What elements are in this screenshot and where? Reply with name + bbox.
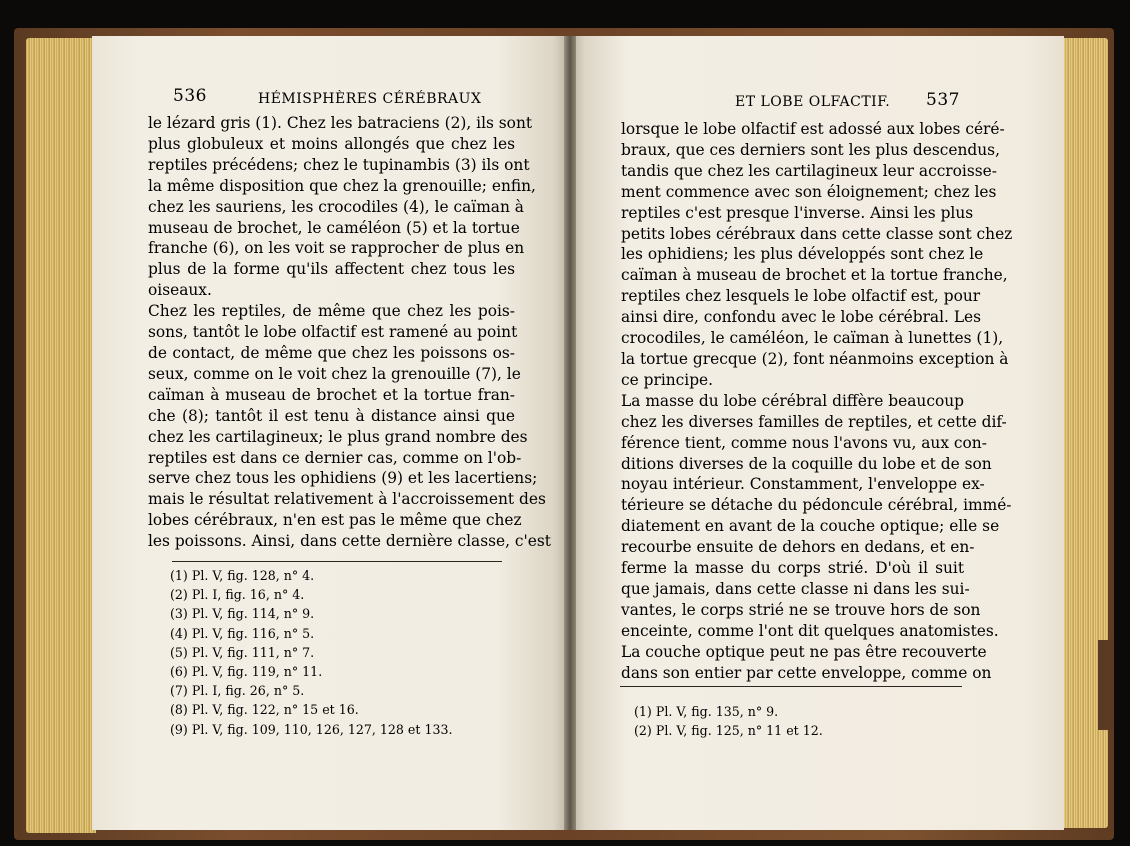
text-line: mais le résultat relativement à l'accroissement des (148, 490, 546, 509)
text-line: lorsque le lobe olfactif est adossé aux lobes céré- (621, 120, 1005, 138)
text-line: dans son entier par cette enveloppe, comme on (621, 663, 992, 682)
text-line: térieure se détache du pédoncule cérébral, immé- (621, 496, 1012, 515)
text-line: plus de la forme qu'ils affectent chez tous les (148, 260, 515, 279)
text-line: crocodiles, le caméléon, le caïman à lunettes (1), (621, 329, 1004, 348)
text-line: reptiles précédens; chez le tupinambis (3) ils ont (148, 155, 530, 174)
footnote: (3) Pl. V, fig. 114, n° 9. (170, 606, 315, 622)
text-line: tandis que chez les cartilagineux leur accroisse- (621, 161, 997, 180)
page-edges-left (26, 38, 96, 833)
right-page-number: 537 (926, 90, 960, 110)
text-line: de contact, de même que chez les poissons os- (148, 343, 515, 362)
text-line: ment commence avec son éloignement; chez les (621, 182, 997, 201)
footnote: (6) Pl. V, fig. 119, n° 11. (170, 664, 323, 680)
text-line: ferme la masse du corps strié. D'où il suit (621, 559, 964, 578)
text-line: chez les sauriens, les crocodiles (4), le caïman à (148, 197, 524, 216)
text-line: la tortue grecque (2), font néanmoins exception à (621, 349, 1009, 368)
right-running-head: ET LOBE OLFACTIF. (735, 94, 891, 110)
text-line: férence tient, comme nous l'avons vu, aux con- (621, 433, 987, 452)
footnote: (2) Pl. V, fig. 125, n° 11 et 12. (634, 723, 823, 739)
text-line: La couche optique peut ne pas être recouverte (621, 642, 987, 661)
text-line: enceinte, comme l'ont dit quelques anatomistes. (621, 621, 999, 640)
text-line: chez les diverses familles de reptiles, et cette dif- (621, 412, 1007, 431)
text-line: ainsi dire, confondu avec le lobe cérébral. Les (621, 308, 982, 327)
footnote: (5) Pl. V, fig. 111, n° 7. (170, 644, 315, 660)
text-line: caïman à museau de brochet et la tortue fran- (148, 385, 515, 404)
text-line: La masse du lobe cérébral diffère beaucoup (621, 391, 964, 410)
right-footnotes (634, 702, 964, 740)
text-line: che (8); tantôt il est tenu à distance ainsi que (148, 406, 515, 425)
text-line: le lézard gris (1). Chez les batraciens (2), ils sont (148, 114, 533, 132)
text-line: braux, que ces derniers sont les plus descendus, (621, 140, 1000, 159)
footnote: (1) Pl. V, fig. 135, n° 9. (634, 704, 779, 719)
text-line: serve chez tous les ophidiens (9) et les lacertiens; (148, 469, 538, 488)
text-line: que jamais, dans cette classe ni dans les sui- (621, 579, 970, 598)
right-footnote-rule (620, 686, 962, 687)
footnote: (8) Pl. V, fig. 122, n° 15 et 16. (170, 702, 359, 718)
text-line: franche (6), on les voit se rapprocher de plus en (148, 239, 525, 258)
footnote: (2) Pl. I, fig. 16, n° 4. (170, 587, 305, 603)
left-footnotes (170, 566, 500, 739)
text-line: reptiles chez lesquels le lobe olfactif est, pour (621, 287, 981, 306)
cover-edge (1098, 640, 1114, 730)
footnote: (7) Pl. I, fig. 26, n° 5. (170, 683, 305, 699)
text-line: les poissons. Ainsi, dans cette dernière classe, c'est (148, 532, 551, 551)
right-body-text (621, 119, 1013, 683)
footnote: (4) Pl. V, fig. 116, n° 5. (170, 625, 315, 641)
footnote: (1) Pl. V, fig. 128, n° 4. (170, 568, 315, 583)
text-line: Chez les reptiles, de même que chez les pois- (148, 302, 515, 321)
text-line: museau de brochet, le caméléon (5) et la tortue (148, 218, 520, 237)
text-line: chez les cartilagineux; le plus grand nombre des (148, 427, 528, 446)
left-running-head: HÉMISPHÈRES CÉRÉBRAUX (258, 91, 482, 107)
text-line: ce principe. (621, 370, 714, 389)
text-line: reptiles est dans ce dernier cas, comme on l'ob- (148, 448, 522, 467)
text-line: diatement en avant de la couche optique; elle se (621, 517, 1000, 536)
text-line: caïman à museau de brochet et la tortue franche, (621, 266, 1008, 285)
text-line: les ophidiens; les plus développés sont chez le (621, 245, 984, 264)
text-line: lobes cérébraux, n'en est pas le même que chez (148, 511, 522, 530)
footnote: (9) Pl. V, fig. 109, 110, 126, 127, 128 et 133. (170, 721, 453, 737)
text-line: la même disposition que chez la grenouille; enfin, (148, 176, 536, 195)
text-line: vantes, le corps strié ne se trouve hors de son (621, 600, 981, 619)
text-line: oiseaux. (148, 281, 212, 300)
text-line: petits lobes cérébraux dans cette classe sont chez (621, 224, 1013, 243)
book-gutter (564, 36, 576, 830)
text-line: reptiles c'est presque l'inverse. Ainsi les plus (621, 203, 974, 222)
left-body-text (148, 113, 551, 552)
text-line: noyau intérieur. Constamment, l'enveloppe ex- (621, 475, 985, 494)
text-line: recourbe ensuite de dehors en dedans, et en- (621, 538, 975, 557)
text-line: plus globuleux et moins allongés que chez les (148, 134, 515, 153)
text-line: seux, comme on le voit chez la grenouille (7), le (148, 364, 521, 383)
text-line: ditions diverses de la coquille du lobe et de son (621, 454, 992, 473)
left-footnote-rule (172, 561, 502, 562)
left-page-number: 536 (173, 86, 207, 106)
text-line: sons, tantôt le lobe olfactif est ramené au point (148, 323, 518, 342)
